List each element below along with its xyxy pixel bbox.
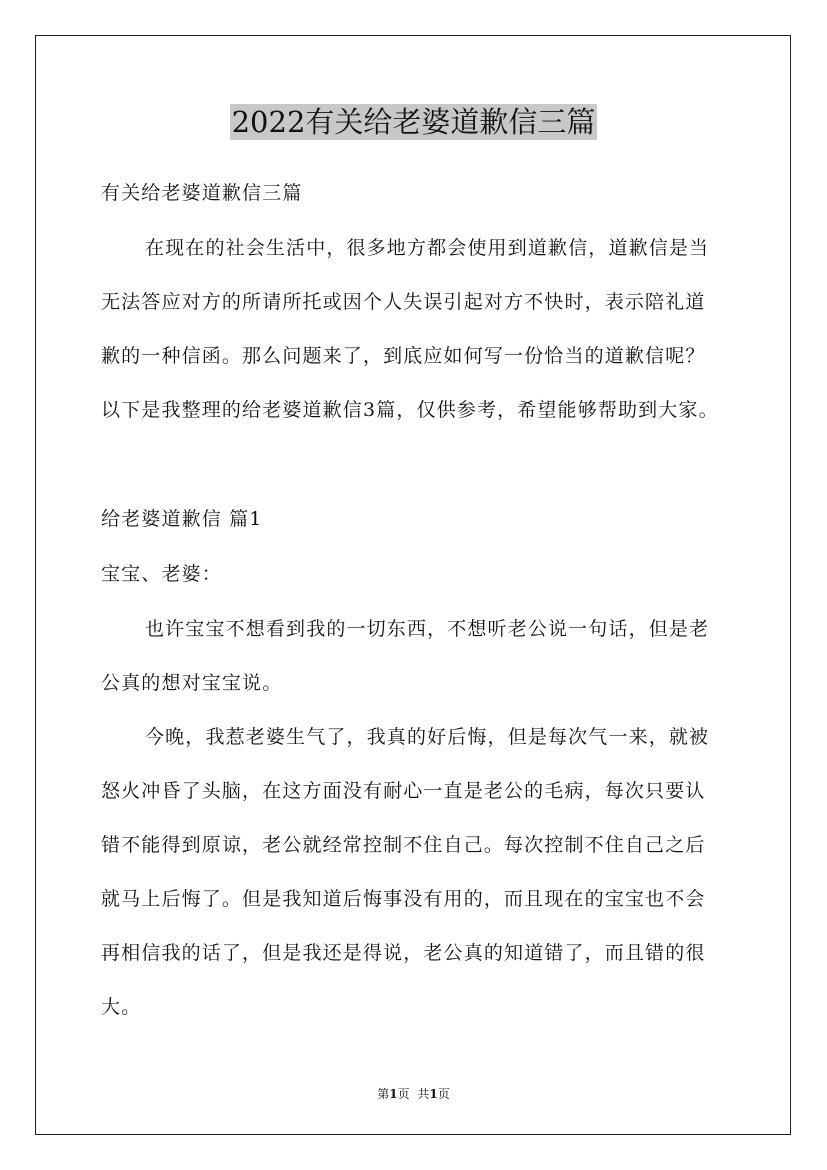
paragraph-line: 今晚，我惹老婆生气了，我真的好后悔，但是每次气一来，就被 (145, 726, 710, 748)
section-heading: 给老婆道歉信 篇1 (101, 508, 263, 530)
title-container (0, 104, 827, 140)
document-title: 2022有关给老婆道歉信三篇 (231, 105, 596, 139)
total-prefix: 共 (417, 1087, 430, 1101)
page-footer (0, 1086, 827, 1102)
page-prefix: 第 (377, 1087, 390, 1101)
paragraph-line: 再相信我的话了，但是我还是得说，老公真的知道错了，而且错的很 (101, 942, 706, 964)
page-suffix: 页 (397, 1087, 410, 1101)
intro-line: 无法答应对方的所请所托或因个人失误引起对方不快时，表示陪礼道 (101, 291, 706, 313)
paragraph-line: 也许宝宝不想看到我的一切东西，不想听老公说一句话，但是老 (145, 618, 710, 640)
salutation: 宝宝、老婆： (101, 563, 222, 585)
subtitle: 有关给老婆道歉信三篇 (101, 182, 303, 204)
paragraph-line: 大。 (101, 996, 142, 1018)
intro-line: 在现在的社会生活中，很多地方都会使用到道歉信，道歉信是当 (145, 237, 710, 259)
total-pages: 1 (429, 1087, 438, 1101)
paragraph-line: 就马上后悔了。但是我知道后悔事没有用的，而且现在的宝宝也不会 (101, 888, 706, 910)
page-number: 1 (389, 1087, 398, 1101)
intro-line: 歉的一种信函。那么问题来了，到底应如何写一份恰当的道歉信呢？ (101, 345, 706, 367)
paragraph-line: 错不能得到原谅，老公就经常控制不住自己。每次控制不住自己之后 (101, 834, 706, 856)
paragraph-line: 公真的想对宝宝说。 (101, 672, 283, 694)
intro-line: 以下是我整理的给老婆道歉信3篇，仅供参考，希望能够帮助到大家。 (101, 399, 719, 421)
paragraph-line: 怒火冲昏了头脑，在这方面没有耐心一直是老公的毛病，每次只要认 (101, 780, 706, 802)
total-suffix: 页 (437, 1087, 450, 1101)
